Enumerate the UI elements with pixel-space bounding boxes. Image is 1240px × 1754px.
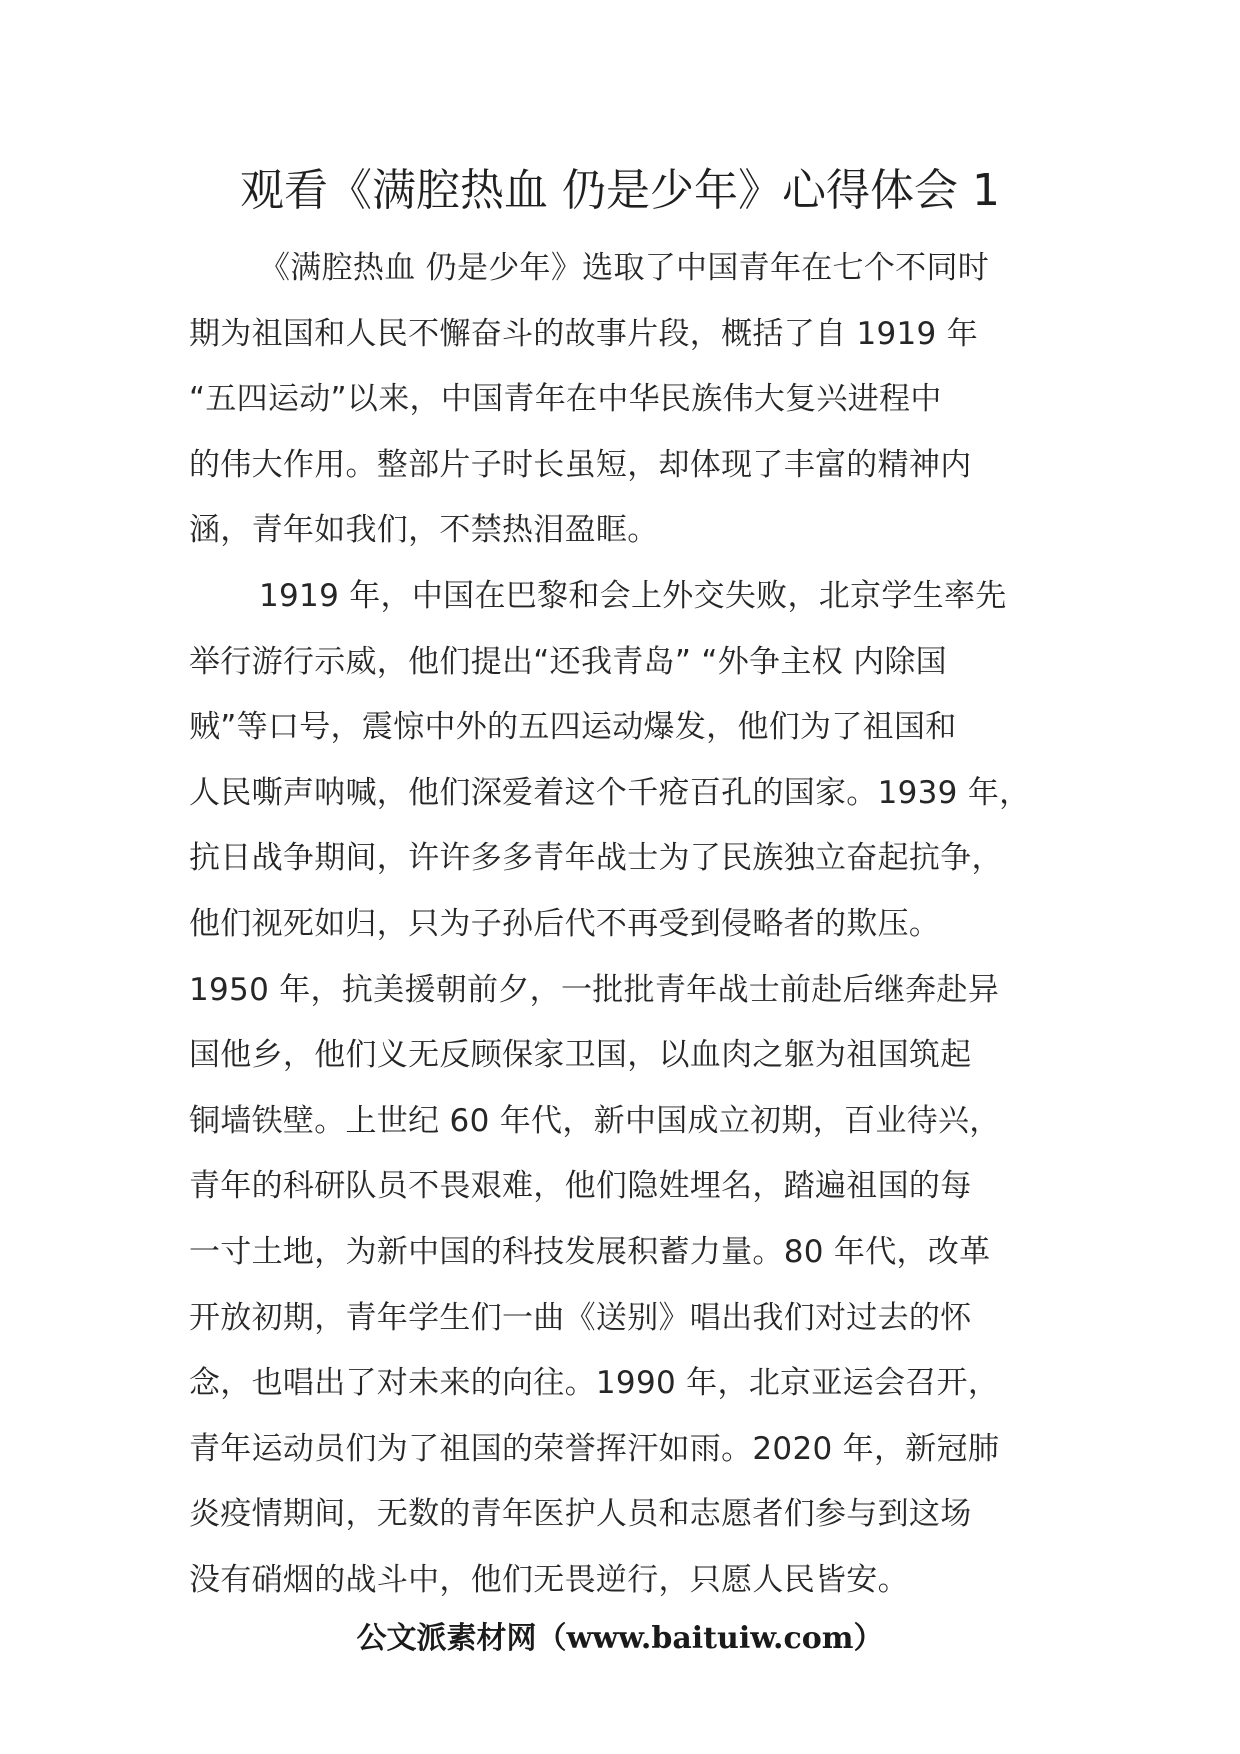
paragraph-1-line: “五四运动”以来，中国青年在中华民族伟大复兴进程中: [189, 381, 942, 418]
paragraph-2-line: 开放初期，青年学生们一曲《送别》唱出我们对过去的怀: [189, 1299, 972, 1336]
paragraph-2-line: 他们视死如归，只为子孙后代不再受到侵略者的欺压。: [189, 905, 941, 942]
document-title: 观看《满腔热血 仍是少年》心得体会 1: [240, 165, 1000, 216]
paragraph-2-line: 一寸土地，为新中国的科技发展积蓄力量。80 年代，改革: [189, 1233, 991, 1270]
paragraph-2-line: 举行游行示威，他们提出“还我青岛” “外争主权 内除国: [189, 643, 947, 680]
paragraph-1-line: 的伟大作用。整部片子时长虽短，却体现了丰富的精神内: [189, 446, 972, 483]
paragraph-1-line: 期为祖国和人民不懈奋斗的故事片段，概括了自 1919 年: [189, 315, 978, 352]
paragraph-1-line: 涵，青年如我们，不禁热泪盈眶。: [189, 512, 659, 549]
paragraph-2-line: 抗日战争期间，许许多多青年战士为了民族独立奋起抗争，: [189, 840, 1003, 877]
paragraph-2-line: 没有硝烟的战斗中，他们无畏逆行，只愿人民皆安。: [189, 1561, 909, 1598]
paragraph-2-line: 国他乡，他们义无反顾保家卫国，以血肉之躯为祖国筑起: [189, 1037, 972, 1074]
paragraph-2-line: 人民嘶声呐喊，他们深爱着这个千疮百孔的国家。1939 年，: [189, 774, 1031, 811]
footer-source: 公文派素材网（www.baituiw.com）: [356, 1621, 884, 1656]
document-body: [189, 236, 1089, 1613]
paragraph-2-line: 贼”等口号，震惊中外的五四运动爆发，他们为了祖国和: [189, 709, 957, 746]
paragraph-2-line: 青年运动员们为了祖国的荣誉挥汗如雨。2020 年，新冠肺: [189, 1430, 1000, 1467]
paragraph-2-line: 青年的科研队员不畏艰难，他们隐姓埋名，踏遍祖国的每: [189, 1168, 972, 1205]
paragraph-2-line: 炎疫情期间，无数的青年医护人员和志愿者们参与到这场: [189, 1496, 972, 1533]
paragraph-1-line: 《满腔热血 仍是少年》选取了中国青年在七个不同时: [259, 250, 990, 286]
paragraph-2-line: 念，也唱出了对未来的向往。1990 年，北京亚运会召开，: [189, 1365, 1000, 1402]
paragraph-2-line: 铜墙铁壁。上世纪 60 年代，新中国成立初期，百业待兴，: [189, 1102, 1001, 1139]
paragraph-2-line: 1919 年，中国在巴黎和会上外交失败，北京学生率先: [259, 577, 1007, 614]
paragraph-2-line: 1950 年，抗美援朝前夕，一批批青年战士前赴后继奔赴异: [189, 971, 1000, 1008]
